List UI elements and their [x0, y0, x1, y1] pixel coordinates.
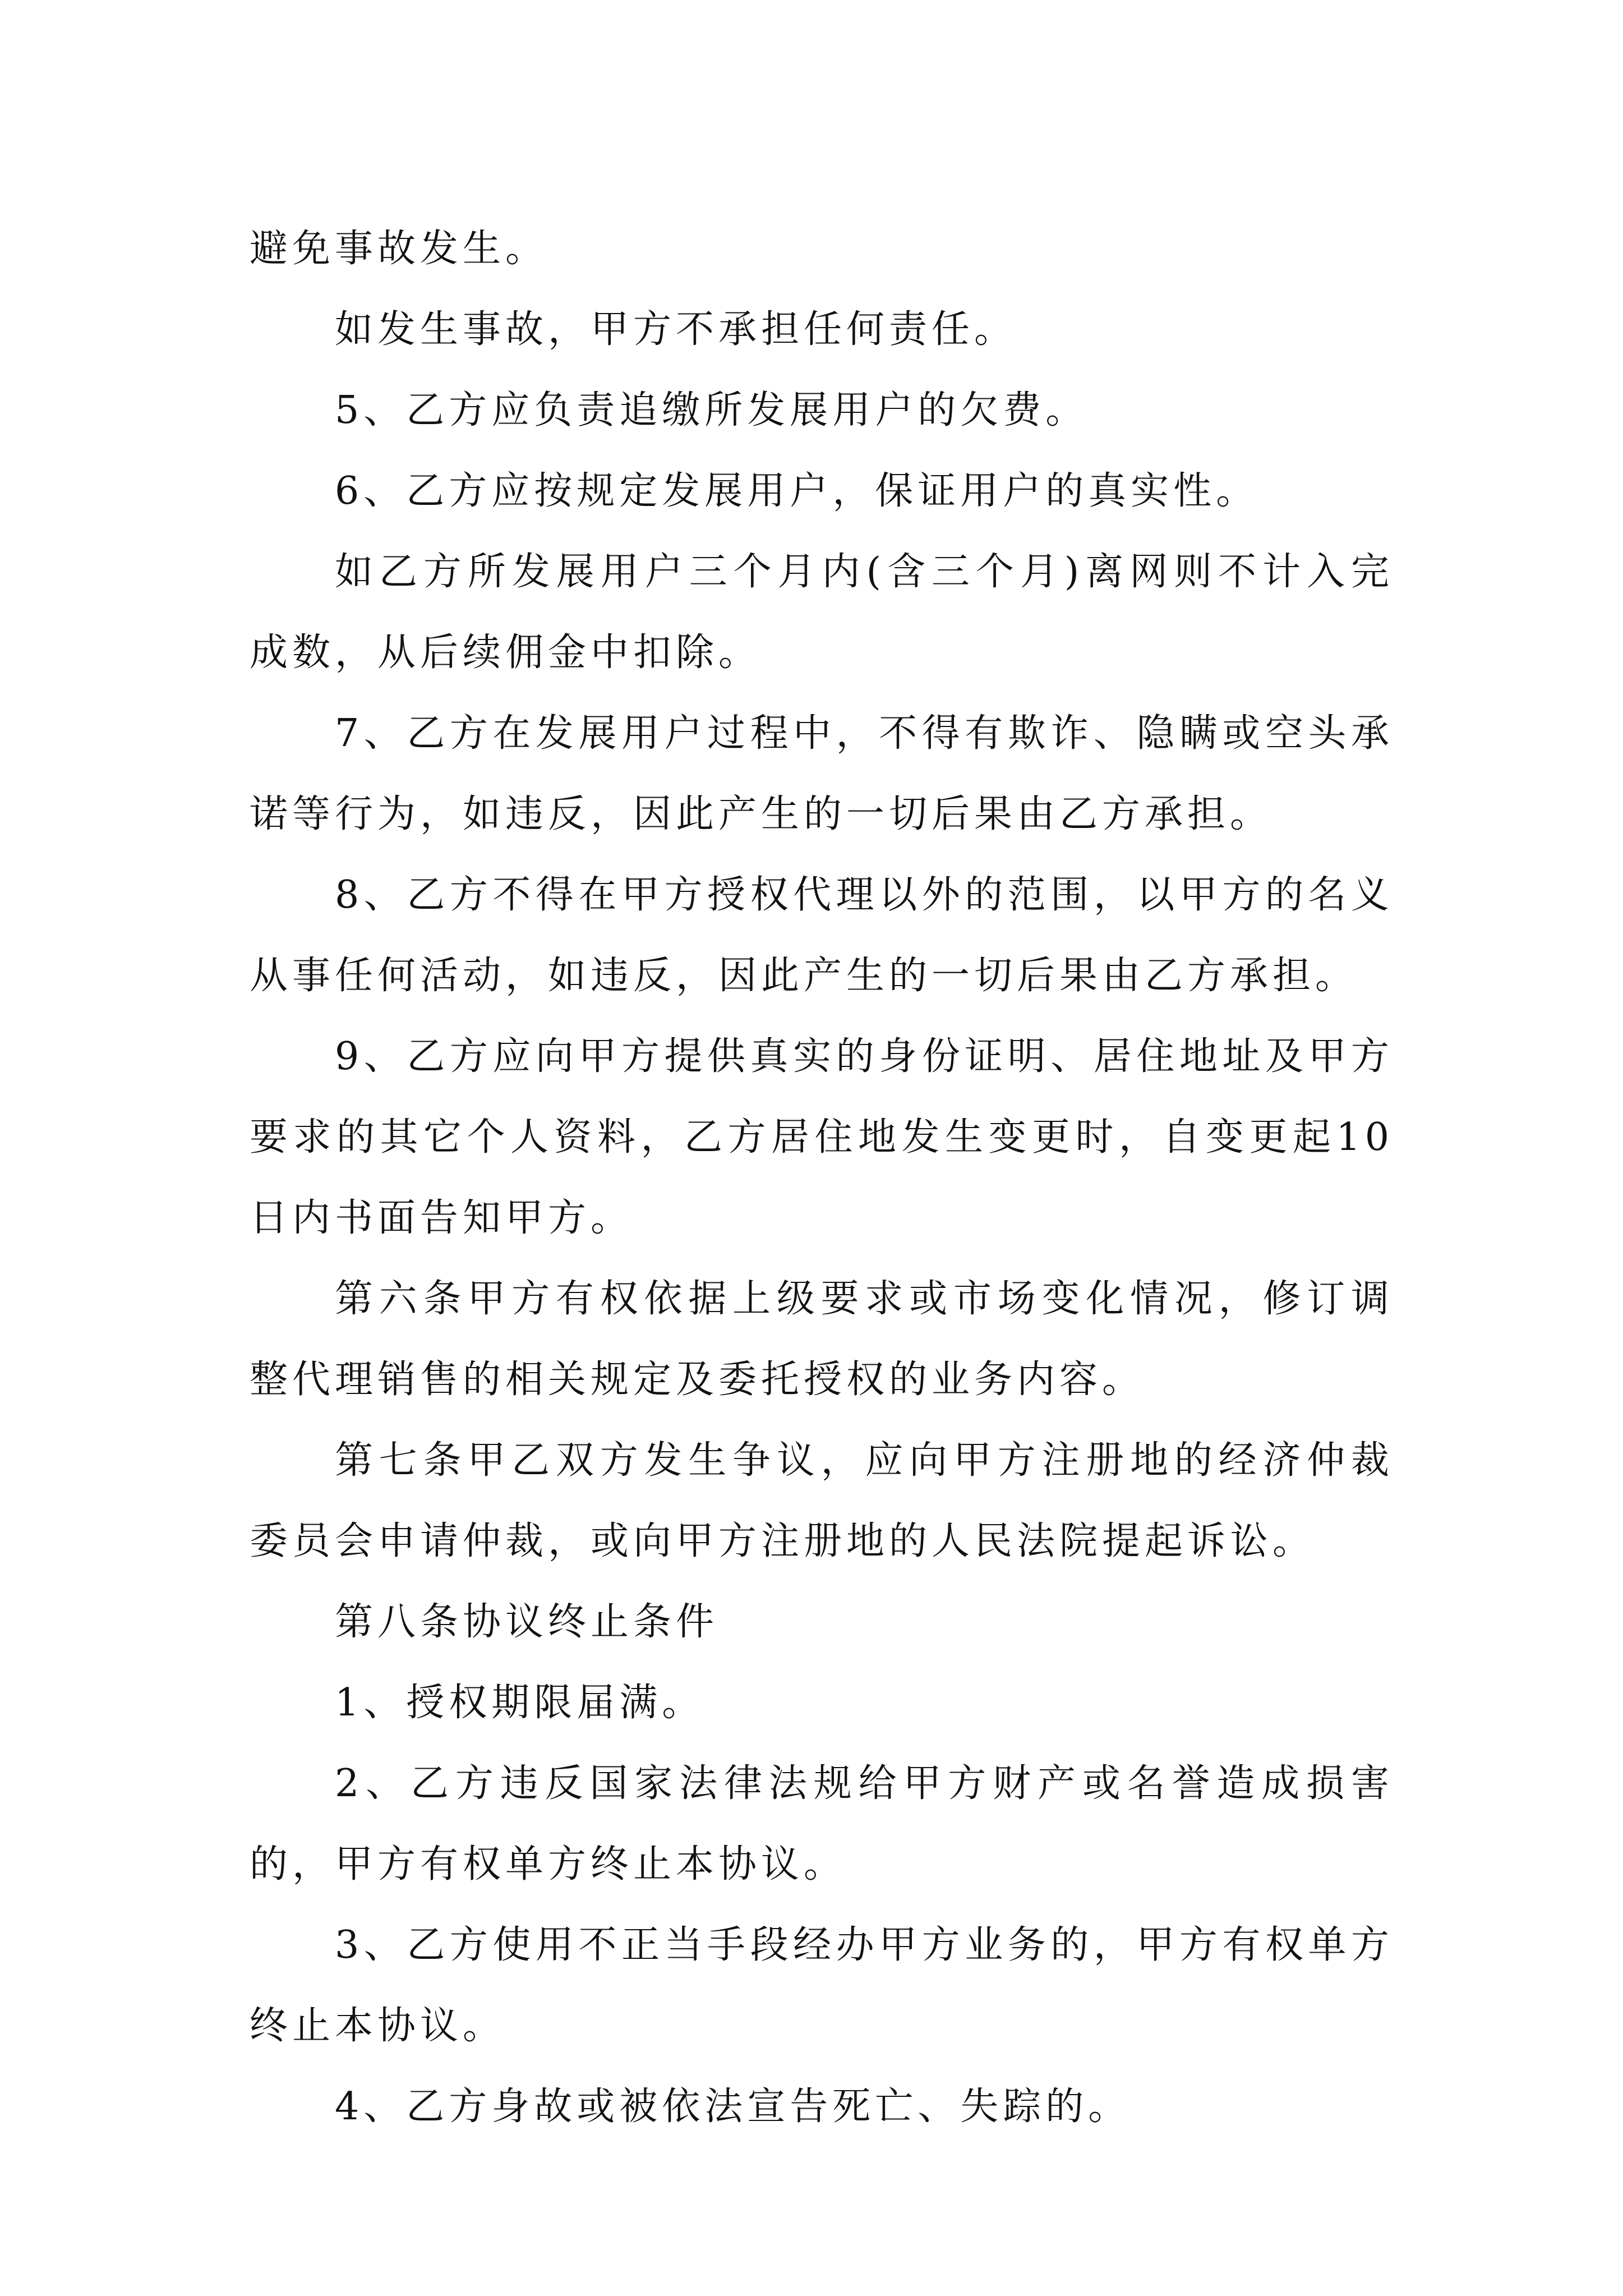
paragraph-item-8: 8、乙方不得在甲方授权代理以外的范围，以甲方的名义从事任何活动，如违反，因此产生的一切后果由乙方承担。	[250, 873, 1394, 998]
paragraph-item-5: 5、乙方应负责追缴所发展用户的欠费。	[335, 388, 1089, 432]
paragraph-article-6: 第六条甲方有权依据上级要求或市场变化情况，修订调整代理销售的相关规定及委托授权的业务内容。	[250, 1277, 1394, 1402]
paragraph-churn-deduction: 如乙方所发展用户三个月内(含三个月)离网则不计入完成数，从后续佣金中扣除。	[250, 550, 1394, 675]
paragraph-item-6: 6、乙方应按规定发展用户，保证用户的真实性。	[335, 469, 1259, 513]
paragraph-termination-4: 4、乙方身故或被依法宣告死亡、失踪的。	[335, 2085, 1131, 2129]
paragraph-termination-2: 2、乙方违反国家法律法规给甲方财产或名誉造成损害的，甲方有权单方终止本协议。	[250, 1761, 1394, 1887]
paragraph-termination-1: 1、授权期限届满。	[335, 1681, 705, 1725]
paragraph-continuation: 避免事故发生。	[250, 227, 548, 271]
paragraph-termination-3: 3、乙方使用不正当手段经办甲方业务的，甲方有权单方终止本协议。	[250, 1923, 1394, 2048]
paragraph-item-7: 7、乙方在发展用户过程中，不得有欺诈、隐瞒或空头承诺等行为，如违反，因此产生的一切后果由乙方承担。	[250, 711, 1394, 836]
paragraph-item-9: 9、乙方应向甲方提供真实的身份证明、居住地址及甲方要求的其它个人资料，乙方居住地发生变更时，自变更起10日内书面告知甲方。	[250, 1034, 1394, 1240]
paragraph-no-liability: 如发生事故，甲方不承担任何责任。	[335, 307, 1017, 352]
document-body	[250, 209, 1394, 2147]
paragraph-article-8-heading: 第八条协议终止条件	[335, 1600, 719, 1644]
paragraph-article-7: 第七条甲乙双方发生争议，应向甲方注册地的经济仲裁委员会申请仲裁，或向甲方注册地的人民法院提起诉讼。	[250, 1438, 1394, 1563]
